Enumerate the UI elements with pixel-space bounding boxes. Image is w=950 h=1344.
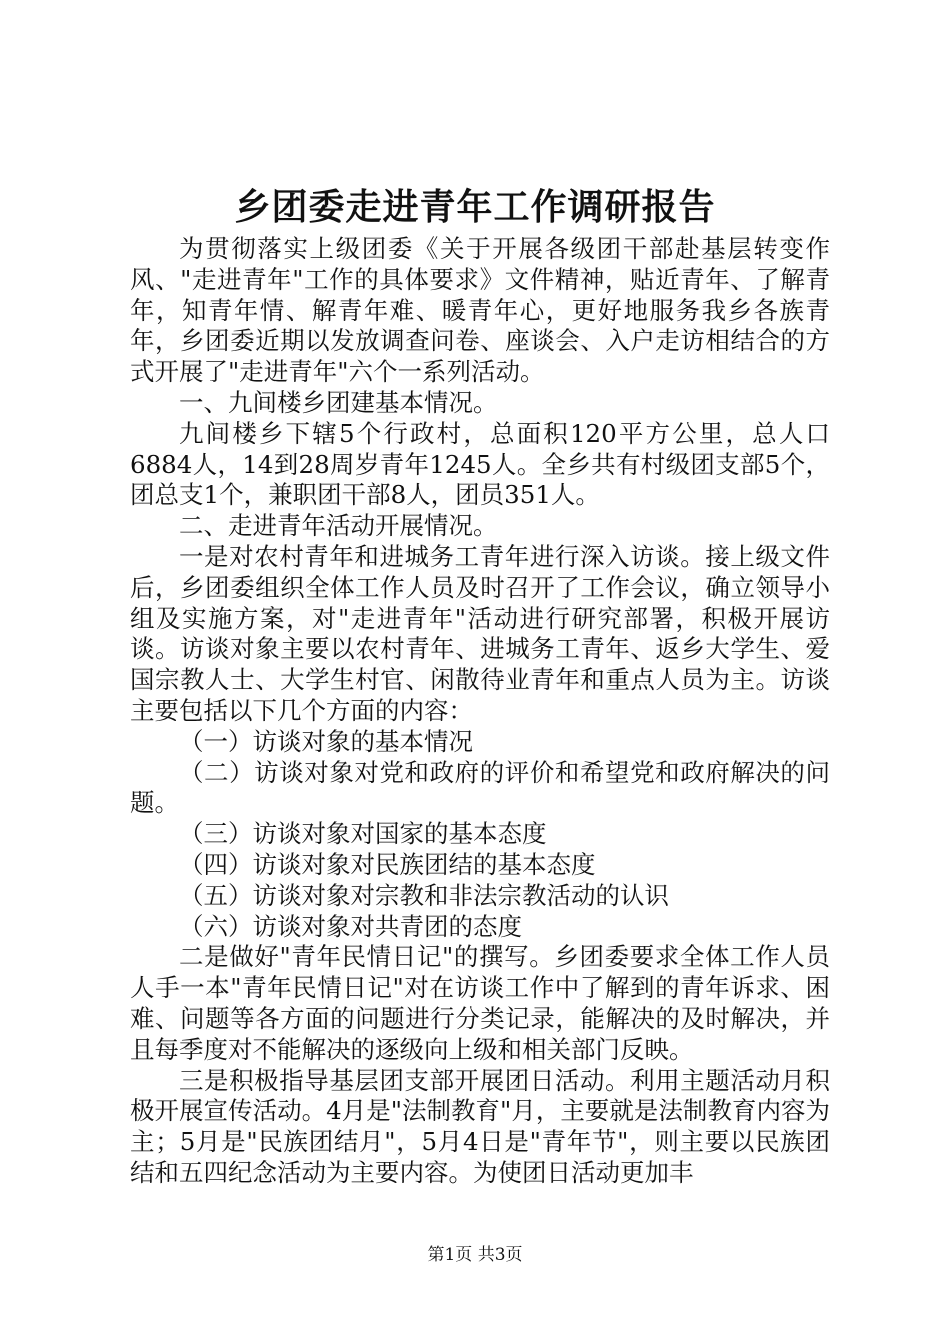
- paragraph-diary: 二是做好"青年民情日记"的撰写。乡团委要求全体工作人员人手一本"青年民情日记"对在访谈工作中了解到的青年诉求、困难、问题等各方面的问题进行分类记录，能解决的及时解决，并且每季度对不能解决的逐级向上级和相关部门反映。: [130, 942, 830, 1064]
- list-item: （二）访谈对象对党和政府的评价和希望党和政府解决的问题。: [130, 757, 830, 818]
- list-item: （五）访谈对象对宗教和非法宗教活动的认识: [179, 880, 669, 910]
- page-number: 第1页 共3页: [427, 1245, 523, 1265]
- section-heading-2: 二、走进青年活动开展情况。: [179, 511, 498, 541]
- list-item: （三）访谈对象对国家的基本态度: [179, 819, 547, 849]
- paragraph-activities: 三是积极指导基层团支部开展团日活动。利用主题活动月积极开展宣传活动。4月是"法制教育"月，主要就是法制教育内容为主；5月是"民族团结月"，5月4日是"青年节"，则主要以民族团结和五四纪念活动为主要内容。为使团日活动更加丰: [130, 1065, 830, 1187]
- list-item: （四）访谈对象对民族团结的基本态度: [179, 849, 596, 879]
- list-item: （六）访谈对象对共青团的态度: [179, 911, 522, 941]
- document-body: [130, 234, 830, 1189]
- section-heading-1: 一、九间楼乡团建基本情况。: [179, 387, 498, 417]
- paragraph-interviews: 一是对农村青年和进城务工青年进行深入访谈。接上级文件后，乡团委组织全体工作人员及时召开了工作会议，确立领导小组及实施方案，对"走进青年"活动进行研究部署，积极开展访谈。访谈对象主要以农村青年、进城务工青年、返乡大学生、爱国宗教人士、大学生村官、闲散待业青年和重点人员为主。访谈主要包括以下几个方面的内容：: [130, 541, 830, 725]
- document-title: 乡团委走进青年工作调研报告: [234, 186, 716, 228]
- paragraph-basic-info: 九间楼乡下辖5个行政村，总面积120平方公里，总人口6884人，14到28周岁青年1245人。全乡共有村级团支部5个，团总支1个，兼职团干部8人，团员351人。: [130, 418, 830, 510]
- paragraph-intro: 为贯彻落实上级团委《关于开展各级团干部赴基层转变作风、"走进青年"工作的具体要求》文件精神，贴近青年、了解青年，知青年情、解青年难、暖青年心，更好地服务我乡各族青年，乡团委近期以发放调查问卷、座谈会、入户走访相结合的方式开展了"走进青年"六个一系列活动。: [130, 234, 830, 387]
- list-item: （一）访谈对象的基本情况: [179, 726, 473, 756]
